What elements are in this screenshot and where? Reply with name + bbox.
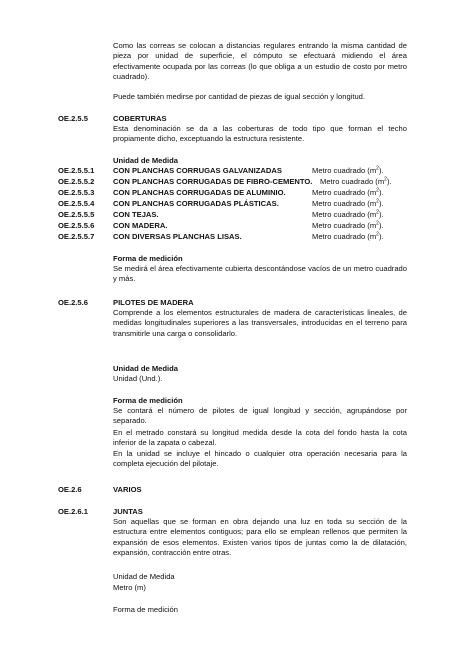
item-name: CON TEJAS. xyxy=(113,210,159,219)
item-unit: Metro cuadrado $(m^2)$. xyxy=(312,165,384,175)
item-code: OE.2.5.5.2 xyxy=(58,177,95,186)
unit-value: Metro (m) xyxy=(113,583,146,592)
section-title: VARIOS xyxy=(113,485,142,494)
section-code: OE.2.6.1 xyxy=(58,507,88,516)
item-unit: Metro cuadrado $(m^2)$. xyxy=(320,176,392,186)
item-code: OE.2.5.5.3 xyxy=(58,188,95,197)
measurement-text: En la unidad se incluye el hincado o cualquier otra operación necesaria para la completa ejecución del pilotaje. xyxy=(113,449,407,469)
item-name: CON PLANCHAS CORRUGADAS DE FIBRO-CEMENTO. xyxy=(113,177,313,186)
item-code: OE.2.5.5.6 xyxy=(58,221,95,230)
section-code: OE.2.5.6 xyxy=(58,298,88,307)
unit-heading: Unidad de Medida xyxy=(113,572,175,581)
item-unit: Metro cuadrado $(m^2)$. xyxy=(312,231,384,241)
intro-paragraph-2: Puede también medirse por cantidad de piezas de igual sección y longitud. xyxy=(113,92,366,101)
intro-paragraph: Como las correas se colocan a distancias regulares entrando la misma cantidad de pieza por unidad de superficie, el cómputo se efectuará midiendo el área efectivamente ocupada por las correas (lo que obliga a un estudio de costo por metro cuadrado). xyxy=(113,41,407,82)
item-unit: Metro cuadrado $(m^2)$. xyxy=(312,187,384,197)
section-code: OE.2.6 xyxy=(58,485,82,494)
item-unit: Metro cuadrado $(m^2)$. xyxy=(312,198,384,208)
item-code: OE.2.5.5.4 xyxy=(58,199,95,208)
item-name: CON PLANCHAS CORRUGAS GALVANIZADAS xyxy=(113,166,282,175)
item-name: CON MADERA. xyxy=(113,221,168,230)
section-title: COBERTURAS xyxy=(113,114,167,123)
item-unit: Metro cuadrado $(m^2)$. xyxy=(312,220,384,230)
section-title: PILOTES DE MADERA xyxy=(113,298,194,307)
unit-heading: Unidad de Medida xyxy=(113,364,178,373)
unit-value: Unidad (Und.). xyxy=(113,374,163,383)
item-code: OE.2.5.5.1 xyxy=(58,166,95,175)
measurement-text: Se contará el número de pilotes de igual longitud y sección, agrupándose por separado. xyxy=(113,406,407,426)
measurement-text: Se medirá el área efectivamente cubierta descontándose vacíos de un metro cuadrado y más. xyxy=(113,264,407,284)
item-name: CON DIVERSAS PLANCHAS LISAS. xyxy=(113,232,242,241)
unit-heading: Unidad de Medida xyxy=(113,156,178,165)
item-code: OE.2.5.5.7 xyxy=(58,232,95,241)
item-unit: Metro cuadrado $(m^2)$. xyxy=(312,209,384,219)
measurement-heading: Forma de medición xyxy=(113,605,178,614)
section-code: OE.2.5.5 xyxy=(58,114,88,123)
section-description: Son aquellas que se forman en obra dejando una luz en toda su sección de la estructura entre elementos contiguos; para ello se emplean rellenos que permiten la expansión de esos elementos. Existen varios tipos de juntas como la de dilatación, expansión, contracción entre otras. xyxy=(113,517,407,558)
measurement-heading: Forma de medición xyxy=(113,396,183,405)
section-title: JUNTAS xyxy=(113,507,143,516)
section-description: Esta denominación se da a las coberturas de todo tipo que forman el techo propiamente dicho, exceptuando la estructura resistente. xyxy=(113,124,407,144)
measurement-text: En el metrado constará su longitud medida desde la cota del fondo hasta la cota inferior de la zapata o cabezal. xyxy=(113,428,407,448)
item-name: CON PLANCHAS CORRUGADAS DE ALUMINIO. xyxy=(113,188,286,197)
measurement-heading: Forma de medición xyxy=(113,254,183,263)
section-description: Comprende a los elementos estructurales de madera de características lineales, de medidas longitudinales superiores a las transversales, introducidas en el terreno para transmitirle una carga o consolidarlo. xyxy=(113,308,407,338)
item-name: CON PLANCHAS CORRUGADAS PLÁSTICAS. xyxy=(113,199,279,208)
item-code: OE.2.5.5.5 xyxy=(58,210,95,219)
